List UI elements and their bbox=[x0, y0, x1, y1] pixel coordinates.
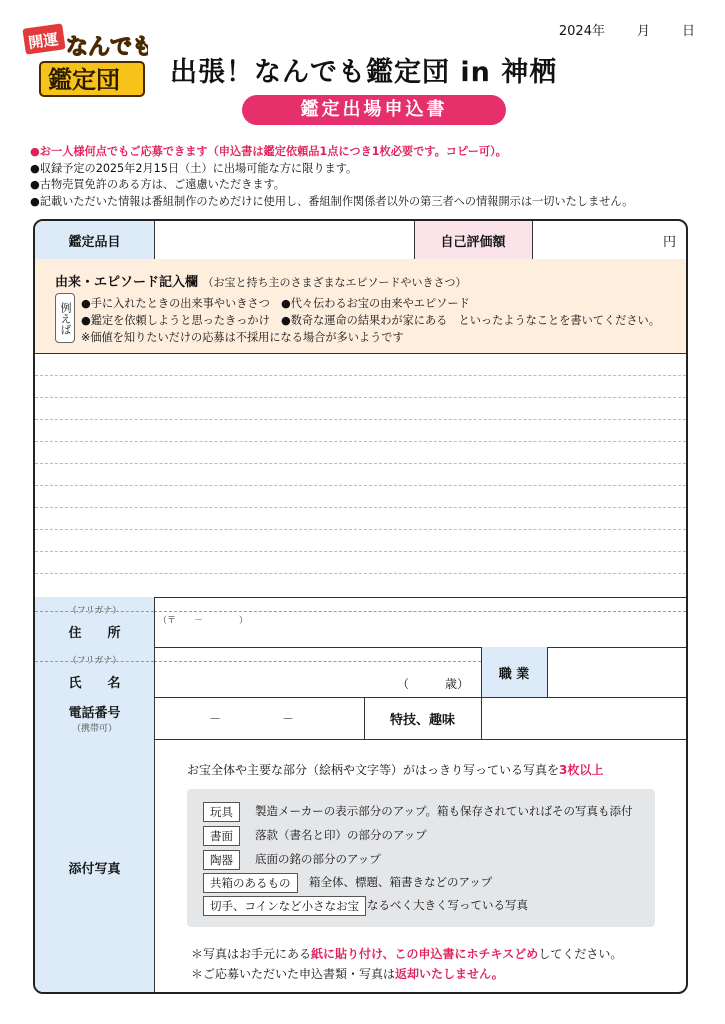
phone-label: 電話番号 bbox=[68, 706, 121, 721]
photo-desc: なるべく大きく写っている写真 bbox=[367, 898, 528, 912]
episode-writing-area[interactable] bbox=[35, 353, 686, 597]
photo-tag: 陶器 bbox=[203, 850, 240, 870]
date-year: 2024年 bbox=[558, 24, 605, 39]
date-month: 月 bbox=[636, 24, 650, 39]
note-item: ●記載いただいた情報は番組制作のためだけに使用し、番組制作関係者以外の第三者への情報開示は一切いたしません。 bbox=[30, 194, 634, 208]
photo-tag: 書面 bbox=[203, 826, 240, 846]
photo-desc: 箱全体、標題、箱書きなどのアップ bbox=[309, 875, 493, 889]
job-label: 職 業 bbox=[481, 647, 547, 697]
date-line bbox=[559, 20, 695, 39]
photo-tag: 玩具 bbox=[203, 802, 240, 822]
photo-intro: お宝全体や主要な部分（絵柄や文字等）がはっきり写っている写真を3枚以上 bbox=[187, 763, 604, 777]
note-item: ●収録予定の2025年2月15日（土）に出場可能な方に限ります。 bbox=[30, 161, 358, 175]
photo-guide-box bbox=[187, 789, 655, 927]
photo-footnote-2: ＊ご応募いただいた申込書類・写真は返却いたしません。 bbox=[191, 967, 504, 981]
photo-tag: 共箱のあるもの bbox=[203, 873, 298, 893]
name-label-cell: （フリガナ） 氏 名 bbox=[35, 647, 154, 697]
page-title: 出張！なんでも鑑定団 in 神栖 bbox=[170, 57, 558, 88]
photo-footnote-1: ＊写真はお手元にある紙に貼り付け、この申込書にホチキスどめしてください。 bbox=[191, 947, 623, 961]
phone-label-cell: 電話番号 （携帯可） bbox=[35, 697, 154, 739]
note-item: ●お一人様何点でもご応募できます（申込書は鑑定依頼品1点につき1枚必要です。コピー可）。 bbox=[30, 145, 507, 158]
address-label: 住 所 bbox=[68, 626, 121, 641]
skill-input[interactable] bbox=[481, 697, 686, 739]
example-line: ●手に入れたときの出来事やいきさつ ●代々伝わるお宝の由来やエピソード bbox=[81, 297, 470, 310]
example-tag: 例えば bbox=[55, 293, 75, 343]
photo-desc: 製造メーカーの表示部分のアップ。箱も保存されていればその写真も添付 bbox=[255, 804, 633, 818]
svg-text:開運: 開運 bbox=[27, 30, 60, 53]
example-line: ●鑑定を依頼しようと思ったきっかけ ●数奇な運命の結果わが家にある といったようなことを書いてください。 bbox=[81, 314, 660, 327]
photo-label: 添付写真 bbox=[35, 739, 154, 994]
yen-unit: 円 bbox=[662, 234, 676, 250]
photo-desc: 底面の銘の部分のアップ bbox=[255, 852, 381, 866]
photo-desc: 落款（書名と印）の部分のアップ bbox=[255, 828, 427, 842]
job-input[interactable] bbox=[547, 647, 686, 697]
episode-guide bbox=[35, 259, 686, 353]
address-label-cell: （フリガナ） 住 所 bbox=[35, 597, 154, 647]
phone-input[interactable]: － － bbox=[209, 712, 295, 726]
self-value-input[interactable] bbox=[532, 221, 686, 259]
name-label: 氏 名 bbox=[68, 676, 121, 691]
name-input[interactable] bbox=[154, 647, 481, 697]
photo-tag: 切手、コインなど小さなお宝 bbox=[203, 896, 366, 916]
item-label: 鑑定品目 bbox=[35, 221, 154, 259]
postal-code-hint: （〒 － ） bbox=[158, 616, 249, 626]
notes-list bbox=[30, 144, 710, 210]
episode-heading: 由来・エピソード記入欄 （お宝と持ち主のさまざまなエピソードやいきさつ） bbox=[55, 275, 467, 290]
svg-text:鑑定団: 鑑定団 bbox=[48, 66, 120, 94]
example-note: ※価値を知りたいだけの応募は不採用になる場合が多いようです bbox=[81, 331, 404, 344]
address-input[interactable] bbox=[154, 597, 686, 647]
svg-text:なんでも: なんでも bbox=[66, 35, 148, 60]
skill-label: 特技、趣味 bbox=[389, 712, 455, 728]
note-item: ●古物売買免許のある方は、ご遠慮いただきます。 bbox=[30, 178, 285, 191]
application-form bbox=[33, 219, 688, 994]
form-subtitle: 鑑定出場申込書 bbox=[242, 95, 506, 125]
age-field[interactable]: （ 歳） bbox=[396, 677, 469, 691]
date-day: 日 bbox=[681, 24, 695, 39]
self-value-label: 自己評価額 bbox=[414, 221, 532, 259]
item-input[interactable] bbox=[154, 221, 414, 259]
program-logo bbox=[18, 18, 148, 100]
